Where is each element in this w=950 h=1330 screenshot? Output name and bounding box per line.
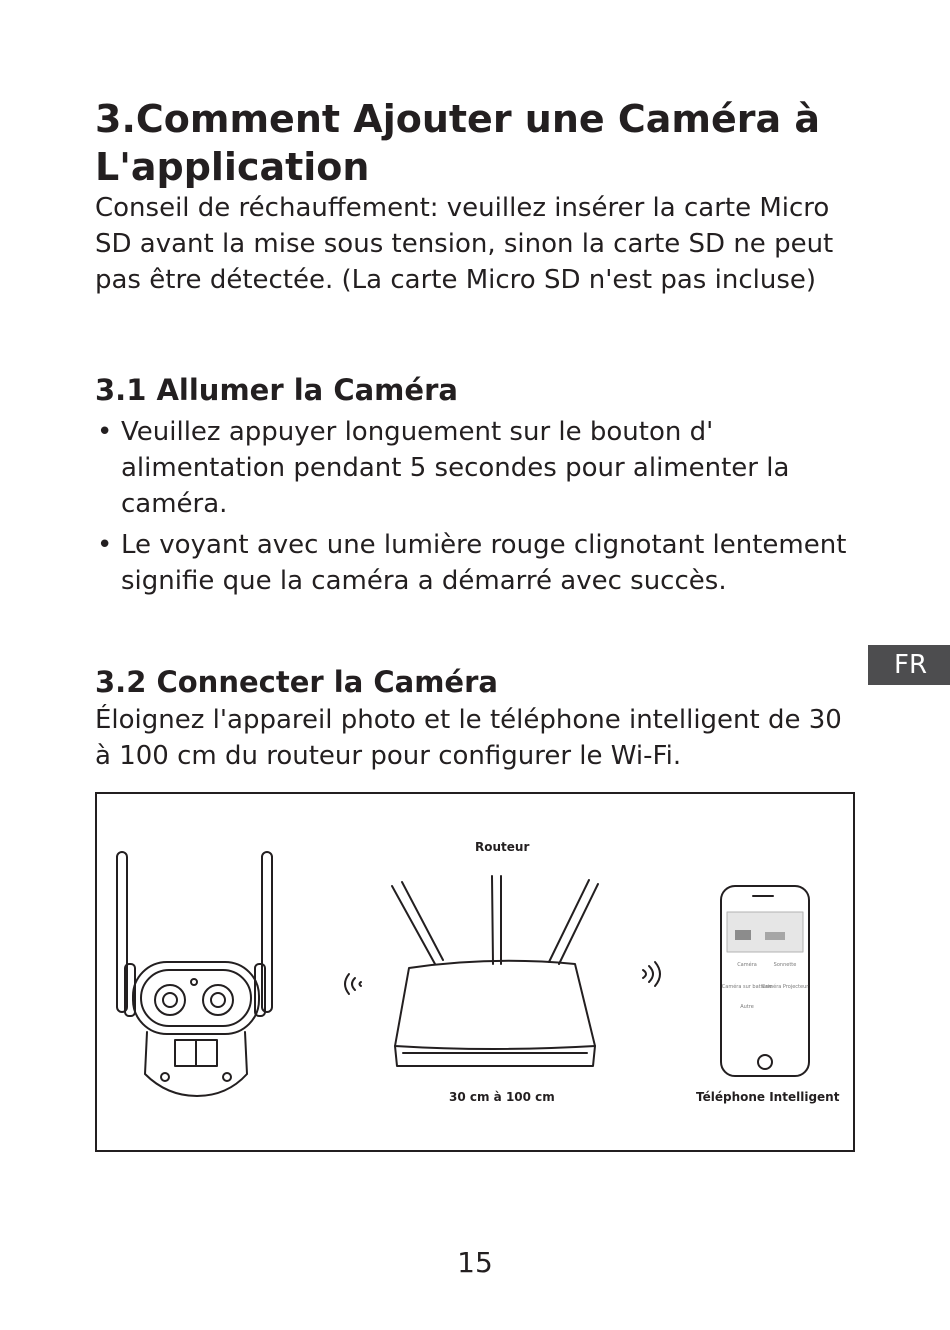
- section-1-title: 3.1 Allumer la Caméra: [95, 373, 458, 407]
- bullet-item: [95, 527, 865, 599]
- bullet-dot-icon: •: [97, 417, 113, 447]
- router-illustration-icon: [392, 876, 598, 1066]
- distance-label: 30 cm à 100 cm: [449, 1090, 555, 1104]
- phone-screen-item: Caméra: [737, 962, 757, 968]
- phone-screen-item: Sonnette: [773, 962, 797, 968]
- section-2-title: 3.2 Connecter la Caméra: [95, 665, 498, 699]
- intro-paragraph: Conseil de réchauffement: veuillez insérer la carte Micro SD avant la mise sous tension, sinon la carte SD ne peut pas être détectée. (La carte Micro SD n'est pas incluse): [95, 193, 834, 295]
- phone-screen-item: Autre: [740, 1004, 754, 1010]
- bullet-text: Le voyant avec une lumière rouge clignotant lentement signifie que la caméra a démarré avec succès.: [121, 530, 847, 596]
- section-1-bullet-list: [95, 414, 865, 604]
- phone-label: Téléphone Intelligent: [696, 1090, 840, 1104]
- camera-illustration-icon: [117, 852, 272, 1096]
- bullet-item: [95, 414, 865, 522]
- page-number: 15: [457, 1246, 493, 1279]
- wifi-signal-right-icon: [643, 962, 660, 986]
- phone-screen-item: Caméra Projecteur: [761, 984, 809, 990]
- bullet-dot-icon: •: [97, 530, 113, 560]
- language-tab: FR: [868, 645, 950, 685]
- page-heading: 3.Comment Ajouter une Caméra à L'application: [95, 97, 821, 189]
- bullet-text: Veuillez appuyer longuement sur le bouton d' alimentation pendant 5 secondes pour alimenter la caméra.: [121, 417, 790, 519]
- wifi-signal-left-icon: [345, 974, 361, 994]
- smartphone-illustration-icon: [721, 886, 809, 1076]
- router-label: Routeur: [475, 840, 530, 854]
- section-2-paragraph: Éloignez l'appareil photo et le téléphone intelligent de 30 à 100 cm du routeur pour configurer le Wi-Fi.: [95, 705, 842, 771]
- phone-screen-item: Caméra sur batterie: [721, 984, 773, 990]
- setup-illustration: [95, 792, 855, 1152]
